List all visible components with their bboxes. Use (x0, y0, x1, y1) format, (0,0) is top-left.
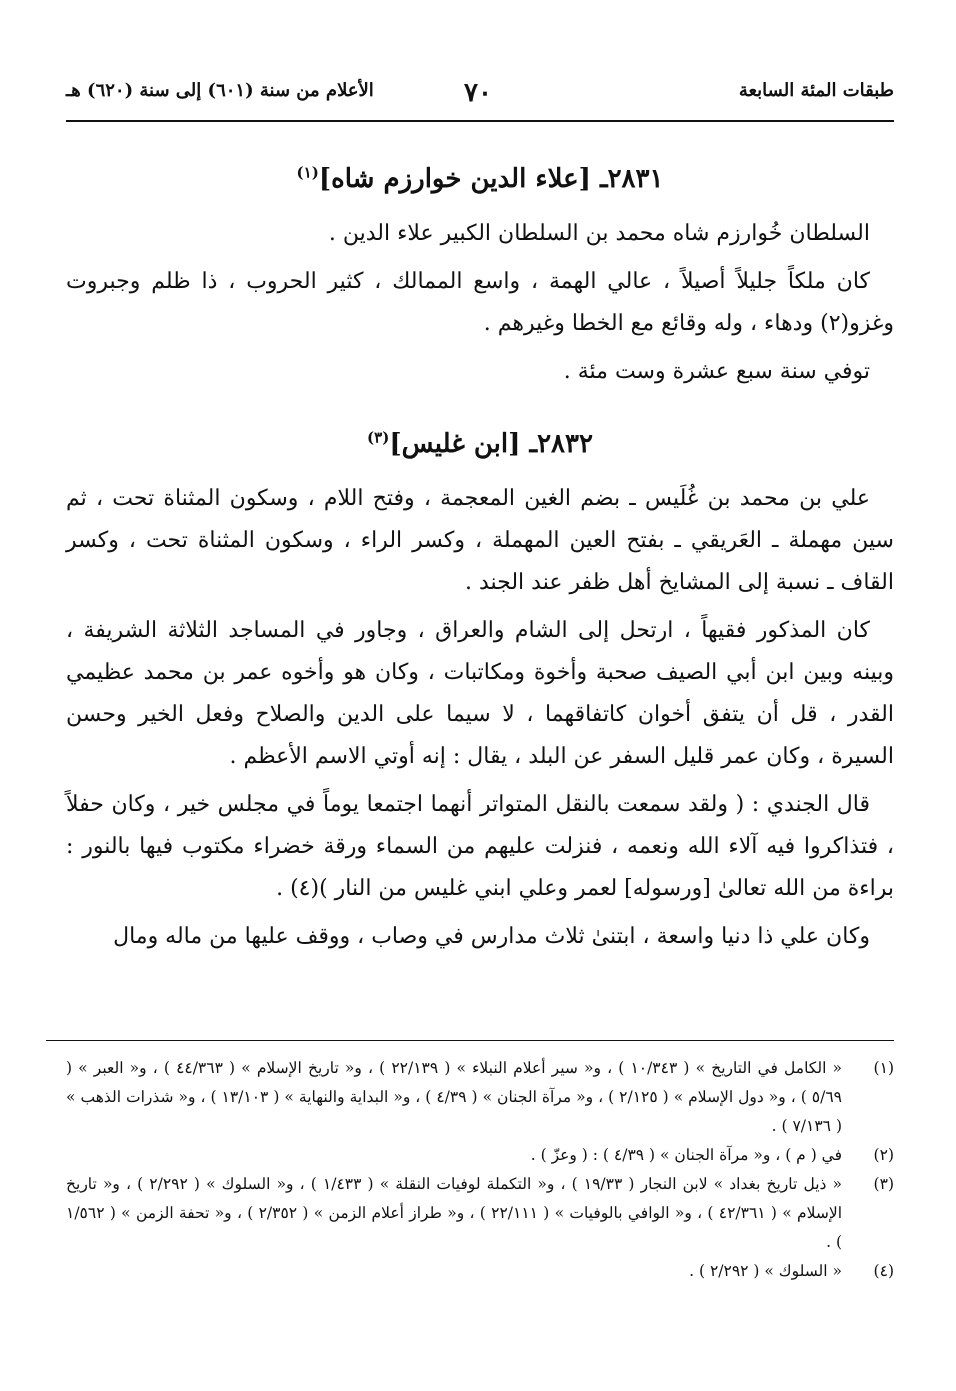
entry-title (66, 160, 894, 199)
page-number: ٧٠ (464, 78, 492, 108)
paragraph: توفي سنة سبع عشرة وست مئة . (563, 359, 870, 384)
entry-title (66, 425, 894, 464)
footnote (66, 1141, 894, 1170)
paragraph: السلطان خُوارزم شاه محمد بن السلطان الكبير علاء الدين . (328, 221, 870, 246)
main-text (66, 160, 894, 964)
footnote-ref: (٣) (367, 428, 390, 447)
footnote (66, 1054, 894, 1141)
running-header-section: طبقات المئة السابعة (738, 80, 894, 101)
running-header-range: الأعلام من سنة (٦٠١) إلى سنة (٦٢٠) هـ (66, 80, 374, 101)
footnote-ref: (١) (296, 163, 319, 182)
footnote-number: (١) (873, 1059, 894, 1077)
entry-2831 (66, 160, 894, 393)
spacer (66, 399, 894, 425)
footnote-number: (٣) (873, 1175, 894, 1193)
paragraph: كان المذكور فقيهاً ، ارتحل إلى الشام والعراق ، وجاور في المساجد الثلاثة الشريفة ، وبينه وبين ابن أبي الصيف صحبة وأخوة ومكاتبات ، وكان هو وأخوه عمر بن محمد عظيمي القدر ، قل أن يتفق أخوان كاتفاقهما ، لا سيما على الدين والصلاح وفعل الخير وحسن السيرة ، وكان عمر قليل السفر عن البلد ، يقال : إنه أوتي الاسم الأعظم . (66, 618, 894, 769)
footnote-text: « ذيل تاريخ بغداد » لابن النجار ( ١٩/٣٣ ) ، و« التكملة لوفيات النقلة » ( ١/٤٣٣ ) ، و« السلوك » ( ٢/٢٩٢ ) ، و« تاريخ الإسلام » ( ٤٢/٣٦١ ) ، و« الوافي بالوفيات » ( ٢٢/١١١ ) ، و« طراز أعلام الزمن » ( ٢/٣٥٢ ) ، و« تحفة الزمن » ( ١/٥٦٢ ) . (66, 1175, 843, 1251)
footnote-text: « الكامل في التاريخ » ( ١٠/٣٤٣ ) ، و« سير أعلام النبلاء » ( ٢٢/١٣٩ ) ، و« تاريخ الإسلام » ( ٤٤/٣٦٣ ) ، و« العبر » ( ٥/٦٩ ) ، و« دول الإسلام » ( ٢/١٢٥ ) ، و« مرآة الجنان » ( ٤/٣٩ ) ، و« البداية والنهاية » ( ١٣/١٠٣ ) ، و« شذرات الذهب » ( ٧/١٣٦ ) . (66, 1059, 842, 1135)
entry-2832 (66, 425, 894, 958)
paragraph: كان ملكاً جليلاً أصيلاً ، عالي الهمة ، واسع الممالك ، كثير الحروب ، ذا ظلم وجبروت وغزو(٢) ودهاء ، وله وقائع مع الخطا وغيرهم . (66, 269, 894, 336)
paragraph: وكان علي ذا دنيا واسعة ، ابتنىٰ ثلاث مدارس في وصاب ، ووقف عليها من ماله ومال (113, 924, 870, 949)
paragraph: قال الجندي : ( ولقد سمعت بالنقل المتواتر أنهما اجتمعا يوماً في مجلس خير ، وكان حفلاً ، فتذاكروا فيه آلاء الله ونعمه ، فنزلت عليهم من السماء ورقة خضراء مكتوب فيها بالنور : براءة من الله تعالىٰ [ورسوله] لعمر وعلي ابني غليس من النار )(٤) . (66, 792, 894, 901)
header-rule (66, 120, 894, 122)
entry-title-text: ٢٨٣١ـ [علاء الدين خوارزم شاه] (318, 164, 664, 194)
footnote-rule (46, 1040, 894, 1041)
footnote-number: (٢) (873, 1146, 894, 1164)
paragraph: علي بن محمد بن غُلَيس ـ بضم الغين المعجمة ، وفتح اللام ، وسكون المثناة تحت ، ثم سين مهملة ـ العَريقي ـ بفتح العين المهملة ، وكسر الراء ، وسكون المثناة تحت ، وكسر القاف ـ نسبة إلى المشايخ أهل ظفر عند الجند . (66, 486, 894, 595)
footnote-number: (٤) (873, 1262, 894, 1280)
entry-title-text: ٢٨٣٢ـ [ابن غليس] (389, 429, 593, 459)
footnotes (66, 1054, 894, 1286)
footnote (66, 1170, 894, 1257)
footnote-text: « السلوك » ( ٢/٢٩٢ ) . (689, 1262, 842, 1280)
footnote-text: في ( م ) ، و« مرآة الجنان » ( ٤/٣٩ ) : ( وعزّ ) . (530, 1146, 842, 1164)
footnote (66, 1257, 894, 1286)
